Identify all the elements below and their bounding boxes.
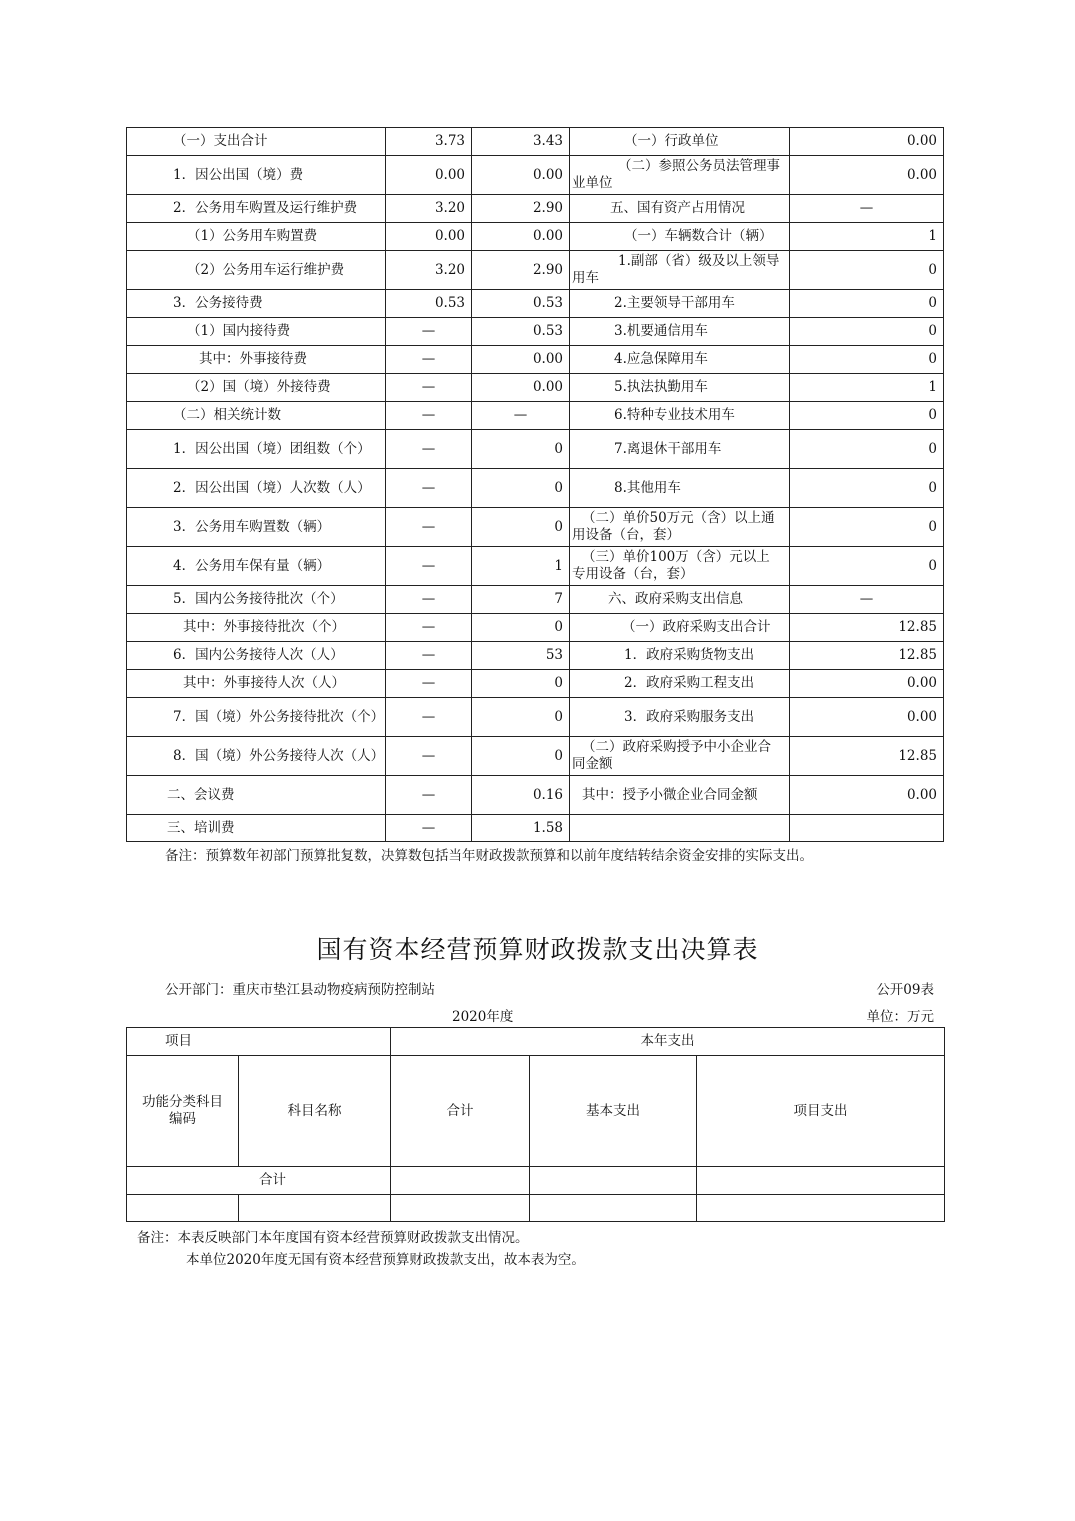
asset-value: 12.85: [790, 614, 944, 642]
table-row: [127, 402, 944, 430]
table-row: [127, 670, 944, 698]
asset-label: （二）参照公务员法管理事业单位: [570, 156, 790, 195]
budget-value: —: [386, 670, 472, 698]
fiscal-year: 2020年度: [452, 1009, 514, 1025]
table-row: [127, 469, 944, 508]
header-item: 项目: [127, 1028, 391, 1056]
asset-value: 0.00: [790, 776, 944, 815]
row-label: 5．国内公务接待批次（个）: [127, 586, 386, 614]
actual-value: 0.00: [472, 374, 570, 402]
asset-label: （一）车辆数合计（辆）: [570, 223, 790, 251]
asset-label: （一）政府采购支出合计: [570, 614, 790, 642]
table-row: [127, 318, 944, 346]
empty-cell: [697, 1195, 945, 1222]
table-row: [127, 508, 944, 547]
table2-note-2: 本单位2020年度无国有资本经营预算财政拨款支出，故本表为空。: [186, 1252, 585, 1268]
asset-label: 4.应急保障用车: [570, 346, 790, 374]
department-label: 公开部门：重庆市垫江县动物疫病预防控制站: [165, 982, 435, 998]
budget-value: —: [386, 469, 472, 508]
total-project-cell: [697, 1167, 945, 1195]
budget-value: —: [386, 508, 472, 547]
table-row: [127, 586, 944, 614]
asset-value: 12.85: [790, 737, 944, 776]
budget-value: —: [386, 776, 472, 815]
budget-value: —: [386, 586, 472, 614]
budget-value: 3.73: [386, 128, 472, 156]
table1-note: 备注：预算数年初部门预算批复数，决算数包括当年财政拨款预算和以前年度结转结余资金安排的实际支出。: [165, 848, 813, 864]
table-row: [127, 737, 944, 776]
actual-value: 0.16: [472, 776, 570, 815]
asset-value: 0.00: [790, 156, 944, 195]
table-row: [127, 815, 944, 842]
table-row: [127, 128, 944, 156]
table-row: [127, 374, 944, 402]
actual-value: 0.53: [472, 290, 570, 318]
row-label: 其中：外事接待批次（个）: [127, 614, 386, 642]
asset-label: 2.主要领导干部用车: [570, 290, 790, 318]
subheader-row: [127, 1056, 945, 1167]
row-label: 其中：外事接待费: [127, 346, 386, 374]
asset-value: 0.00: [790, 128, 944, 156]
asset-value: 0: [790, 346, 944, 374]
budget-value: —: [386, 815, 472, 842]
total-basic-cell: [530, 1167, 697, 1195]
asset-label: 6.特种专业技术用车: [570, 402, 790, 430]
table-row: [127, 156, 944, 195]
asset-value: —: [790, 586, 944, 614]
col-function-code: 功能分类科目编码: [127, 1056, 239, 1167]
budget-value: —: [386, 614, 472, 642]
empty-cell: [239, 1195, 391, 1222]
table-row: [127, 430, 944, 469]
budget-value: —: [386, 737, 472, 776]
row-label: 三、培训费: [127, 815, 386, 842]
asset-value: 12.85: [790, 642, 944, 670]
total-sum-cell: [391, 1167, 530, 1195]
table-row: [127, 346, 944, 374]
asset-label: 7.离退休干部用车: [570, 430, 790, 469]
col-project: 项目支出: [697, 1056, 945, 1167]
row-label: （2）公务用车运行维护费: [127, 251, 386, 290]
table-number: 公开09表: [876, 982, 934, 998]
asset-value: 0: [790, 318, 944, 346]
asset-value: —: [790, 195, 944, 223]
table-row: [127, 223, 944, 251]
asset-value: 0.00: [790, 670, 944, 698]
asset-label: 五、国有资产占用情况: [570, 195, 790, 223]
table2-note-1: 备注：本表反映部门本年度国有资本经营预算财政拨款支出情况。: [137, 1230, 529, 1246]
row-label: （一）支出合计: [127, 128, 386, 156]
asset-value: 0.00: [790, 698, 944, 737]
row-label: 3．公务接待费: [127, 290, 386, 318]
row-label: 1．因公出国（境）费: [127, 156, 386, 195]
row-label: （2）国（境）外接待费: [127, 374, 386, 402]
actual-value: 1: [472, 547, 570, 586]
asset-value: 0: [790, 402, 944, 430]
budget-value: —: [386, 318, 472, 346]
asset-label: 其中：授予小微企业合同金额: [570, 776, 790, 815]
asset-label: （三）单价100万（含）元以上专用设备（台，套）: [570, 547, 790, 586]
actual-value: 2.90: [472, 195, 570, 223]
row-label: 1．因公出国（境）团组数（个）: [127, 430, 386, 469]
row-label: 8．国（境）外公务接待人次（人）: [127, 737, 386, 776]
state-capital-expense-table: [126, 1027, 945, 1222]
unit-label: 单位：万元: [866, 1009, 934, 1025]
asset-value: 0: [790, 469, 944, 508]
total-row: [127, 1167, 945, 1195]
row-label: （二）相关统计数: [127, 402, 386, 430]
page-title: 国有资本经营预算财政拨款支出决算表: [316, 935, 759, 964]
empty-cell: [391, 1195, 530, 1222]
asset-label: （一）行政单位: [570, 128, 790, 156]
row-label: 2．因公出国（境）人次数（人）: [127, 469, 386, 508]
actual-value: 0.00: [472, 346, 570, 374]
asset-label: 1.副部（省）级及以上领导用车: [570, 251, 790, 290]
actual-value: 0: [472, 469, 570, 508]
asset-label: （二）政府采购授予中小企业合同金额: [570, 737, 790, 776]
asset-value: [790, 815, 944, 842]
row-label: 3．公务用车购置数（辆）: [127, 508, 386, 547]
actual-value: 0.53: [472, 318, 570, 346]
actual-value: 0.00: [472, 156, 570, 195]
asset-value: 0: [790, 430, 944, 469]
table-row: [127, 251, 944, 290]
row-label: 其中：外事接待人次（人）: [127, 670, 386, 698]
asset-label: 3.机要通信用车: [570, 318, 790, 346]
asset-value: 0: [790, 290, 944, 318]
total-label: 合计: [127, 1167, 391, 1195]
row-label: 7．国（境）外公务接待批次（个）: [127, 698, 386, 737]
budget-value: 0.00: [386, 156, 472, 195]
budget-value: —: [386, 430, 472, 469]
asset-label: 3．政府采购服务支出: [570, 698, 790, 737]
empty-cell: [127, 1195, 239, 1222]
col-total: 合计: [391, 1056, 530, 1167]
asset-label: 8.其他用车: [570, 469, 790, 508]
table-row: [127, 642, 944, 670]
actual-value: 1.58: [472, 815, 570, 842]
col-subject-name: 科目名称: [239, 1056, 391, 1167]
asset-value: 0: [790, 251, 944, 290]
budget-value: 0.00: [386, 223, 472, 251]
actual-value: 7: [472, 586, 570, 614]
table-row: [127, 698, 944, 737]
asset-label: 六、政府采购支出信息: [570, 586, 790, 614]
budget-value: 3.20: [386, 195, 472, 223]
empty-row: [127, 1195, 945, 1222]
table-row: [127, 290, 944, 318]
actual-value: 0: [472, 737, 570, 776]
table-row: [127, 195, 944, 223]
row-label: （1）国内接待费: [127, 318, 386, 346]
budget-value: —: [386, 698, 472, 737]
budget-value: 0.53: [386, 290, 472, 318]
actual-value: 3.43: [472, 128, 570, 156]
table-row: [127, 547, 944, 586]
asset-label: 2．政府采购工程支出: [570, 670, 790, 698]
asset-value: 0: [790, 508, 944, 547]
asset-value: 1: [790, 374, 944, 402]
actual-value: 2.90: [472, 251, 570, 290]
empty-cell: [530, 1195, 697, 1222]
actual-value: 0.00: [472, 223, 570, 251]
budget-value: 3.20: [386, 251, 472, 290]
actual-value: 0: [472, 508, 570, 547]
asset-value: 1: [790, 223, 944, 251]
budget-value: —: [386, 346, 472, 374]
asset-label: 5.执法执勤用车: [570, 374, 790, 402]
header-row: [127, 1028, 945, 1056]
actual-value: 0: [472, 670, 570, 698]
actual-value: —: [472, 402, 570, 430]
table-row: [127, 614, 944, 642]
expense-summary-table: [126, 127, 944, 842]
row-label: 2．公务用车购置及运行维护费: [127, 195, 386, 223]
asset-label: [570, 815, 790, 842]
budget-value: —: [386, 547, 472, 586]
header-current-year: 本年支出: [391, 1028, 945, 1056]
expense-summary-body: [127, 128, 944, 842]
actual-value: 0: [472, 430, 570, 469]
table-row: [127, 776, 944, 815]
asset-label: （二）单价50万元（含）以上通用设备（台，套）: [570, 508, 790, 547]
asset-value: 0: [790, 547, 944, 586]
budget-value: —: [386, 402, 472, 430]
row-label: （1）公务用车购置费: [127, 223, 386, 251]
budget-value: —: [386, 374, 472, 402]
asset-label: 1．政府采购货物支出: [570, 642, 790, 670]
actual-value: 53: [472, 642, 570, 670]
actual-value: 0: [472, 698, 570, 737]
row-label: 6．国内公务接待人次（人）: [127, 642, 386, 670]
row-label: 4．公务用车保有量（辆）: [127, 547, 386, 586]
row-label: 二、会议费: [127, 776, 386, 815]
actual-value: 0: [472, 614, 570, 642]
budget-value: —: [386, 642, 472, 670]
col-basic: 基本支出: [530, 1056, 697, 1167]
